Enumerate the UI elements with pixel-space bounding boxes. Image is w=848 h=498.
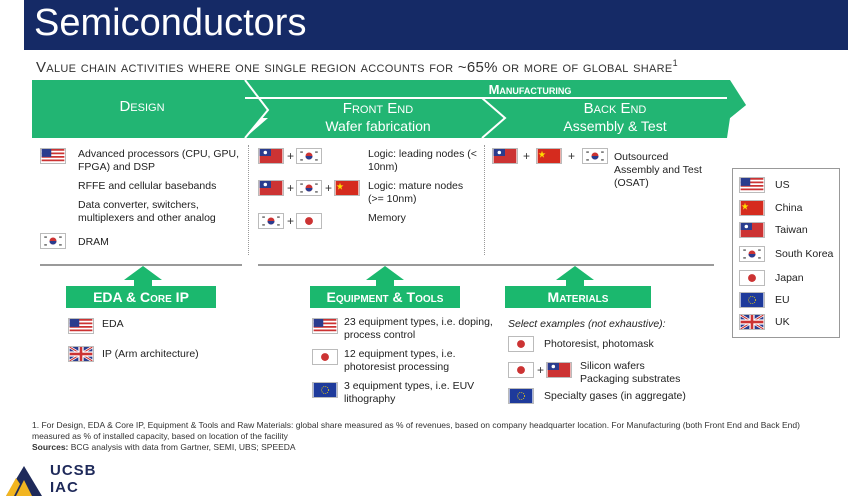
legend-label: South Korea (775, 248, 834, 260)
eda-item: EDA (102, 318, 124, 330)
legend-label: Japan (775, 272, 804, 284)
up-arrow-icon (366, 266, 404, 286)
osat: Outsourced Assembly and Test (OSAT) (614, 151, 702, 189)
up-arrow-icon (124, 266, 162, 286)
design-advanced-processors: Advanced processors (CPU, GPU, FPGA) and DSP (78, 148, 240, 173)
wafer-fab-label: Wafer fabrication (325, 118, 431, 134)
us-flag-icon (739, 177, 765, 193)
logic-leading-nodes: Logic: leading nodes (< 10nm) (368, 148, 477, 173)
us-flag-icon (312, 318, 338, 334)
footnote-text: 1. For Design, EDA & Core IP, Equipment & Tools and Raw Materials: global share measured as % of revenues, based on company headquarter location. For Manufacturing (both Front End and Back End) measured as % of installed capacity, based on location of the facility (32, 420, 800, 441)
logic-mature-nodes: Logic: mature nodes (>= 10nm) (368, 180, 464, 205)
eda-core-ip-box: EDA & Core IP (66, 286, 216, 308)
legend-label: EU (775, 294, 790, 306)
equipment-eu: 3 equipment types, i.e. EUV lithography (344, 380, 475, 405)
manufacturing-label: Manufacturing (488, 82, 572, 97)
equipment-us: 23 equipment types, i.e. doping, process control (344, 316, 493, 341)
design-label: Design (119, 98, 165, 115)
logo-mark-icon (4, 462, 44, 498)
taiwan-flag-icon (739, 222, 765, 238)
japan-flag-icon (508, 362, 534, 378)
japan-flag-icon (508, 336, 534, 352)
plus-sign: + (325, 181, 333, 195)
taiwan-flag-icon (258, 148, 284, 164)
equipment-japan: 12 equipment types, i.e. photoresist processing (344, 348, 456, 373)
china-flag-icon (536, 148, 562, 164)
section-divider (258, 264, 714, 266)
assembly-test-label: Assembly & Test (563, 118, 667, 134)
front-end-label: Front End (342, 100, 414, 117)
legend-label: Taiwan (775, 224, 808, 236)
materials-select-note: Select examples (not exhaustive): (508, 318, 666, 330)
legend-label: UK (775, 316, 790, 328)
plus-sign: + (287, 214, 295, 228)
eu-flag-icon (508, 388, 534, 404)
uk-flag-icon (739, 314, 765, 330)
china-flag-icon (739, 200, 765, 216)
logo-text-ucsb: UCSB (50, 462, 97, 479)
footnote (32, 420, 812, 453)
plus-sign: + (568, 149, 576, 163)
south-korea-flag-icon (296, 180, 322, 196)
south-korea-flag-icon (739, 246, 765, 262)
china-flag-icon (334, 180, 360, 196)
ucsb-iac-logo (4, 460, 124, 498)
sources-line (32, 442, 812, 453)
design-rffe: RFFE and cellular basebands (78, 180, 217, 192)
equipment-tools-box: Equipment & Tools (310, 286, 460, 308)
materials-box: Materials (505, 286, 651, 308)
sources-label: Sources: (32, 442, 69, 452)
materials-wafers: Silicon wafers Packaging substrates (580, 360, 681, 385)
legend-label: China (775, 202, 803, 214)
south-korea-flag-icon (296, 148, 322, 164)
subtitle-text: Value chain activities where one single region accounts for ~65% or more of global share (36, 59, 673, 76)
materials-gases: Specialty gases (in aggregate) (544, 390, 686, 402)
memory: Memory (368, 212, 406, 224)
legend-label: US (775, 179, 790, 191)
divider (248, 145, 249, 255)
taiwan-flag-icon (258, 180, 284, 196)
ip-arm-item: IP (Arm architecture) (102, 348, 199, 360)
us-flag-icon (68, 318, 94, 334)
japan-flag-icon (739, 270, 765, 286)
logo-text-iac: IAC (50, 479, 79, 496)
subtitle-footnote-mark: 1 (672, 58, 678, 68)
back-end-label: Back End (583, 100, 647, 117)
eu-flag-icon (312, 382, 338, 398)
plus-sign: + (537, 363, 545, 377)
south-korea-flag-icon (258, 213, 284, 229)
plus-sign: + (523, 149, 531, 163)
design-data-converter: Data converter, switchers, multiplexers and other analog (78, 199, 216, 224)
design-dram: DRAM (78, 236, 109, 248)
us-flag-icon (40, 148, 66, 164)
divider (484, 145, 485, 255)
taiwan-flag-icon (546, 362, 572, 378)
japan-flag-icon (312, 349, 338, 365)
page-title: Semiconductors (34, 2, 307, 44)
up-arrow-icon (556, 266, 594, 286)
taiwan-flag-icon (492, 148, 518, 164)
eu-flag-icon (739, 292, 765, 308)
plus-sign: + (287, 149, 295, 163)
uk-flag-icon (68, 346, 94, 362)
plus-sign: + (287, 181, 295, 195)
legend (732, 168, 840, 338)
japan-flag-icon (296, 213, 322, 229)
materials-photoresist: Photoresist, photomask (544, 338, 654, 350)
south-korea-flag-icon (40, 233, 66, 249)
sources-text: BCG analysis with data from Gartner, SEMI, UBS; SPEEDA (68, 442, 296, 452)
south-korea-flag-icon (582, 148, 608, 164)
